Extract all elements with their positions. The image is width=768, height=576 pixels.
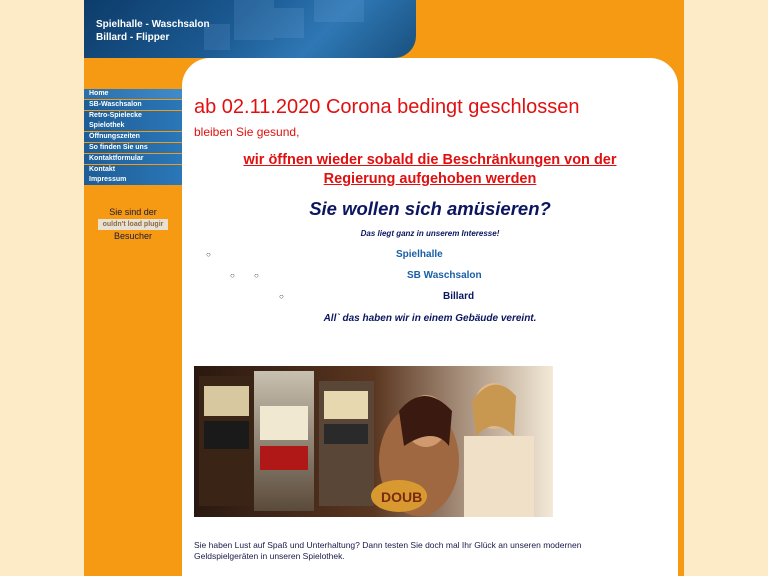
nav-item-impressum[interactable]: Impressum bbox=[84, 175, 182, 185]
greeting-text: bleiben Sie gesund, bbox=[194, 125, 300, 139]
interest-subheading: Das liegt ganz in unserem Interesse! bbox=[360, 229, 500, 238]
nav-item-home[interactable]: Home bbox=[84, 89, 182, 99]
notice-line-1: wir öffnen wieder sobald die Beschränkungen von der bbox=[243, 152, 617, 168]
counter-suffix: Besucher bbox=[113, 231, 153, 241]
list-bullet-icon: ○ bbox=[279, 292, 284, 301]
amuse-heading: Sie wollen sich amüsieren? bbox=[309, 198, 551, 219]
vereint-text: All` das haben wir in einem Gebäude vereint. bbox=[323, 313, 537, 324]
nav-item-so-finden-sie-uns[interactable]: So finden Sie uns bbox=[84, 143, 182, 153]
notice-line-2: Regierung aufgehoben werden bbox=[323, 171, 537, 187]
photo-sign-text: DOUB bbox=[381, 489, 423, 505]
counter-prefix: Sie sind der bbox=[109, 207, 157, 217]
list-bullet-icon: ○ bbox=[230, 271, 235, 280]
nav-item-oeffnungszeiten[interactable]: Öffnungszeiten bbox=[84, 132, 182, 142]
nav-item-kontakt[interactable]: Kontakt bbox=[84, 165, 182, 175]
service-sb-waschsalon: SB Waschsalon bbox=[407, 270, 482, 281]
counter-plugin-placeholder: ouldn't load plugir bbox=[98, 219, 168, 230]
site-title-line-1: Spielhalle - Waschsalon bbox=[96, 19, 210, 30]
nav-item-retro-spielecke[interactable]: Retro-Spielecke bbox=[84, 111, 182, 121]
visitor-counter bbox=[84, 206, 182, 243]
page-headline: ab 02.11.2020 Corona bedingt geschlossen bbox=[194, 96, 580, 118]
service-spielhalle: Spielhalle bbox=[396, 249, 443, 260]
intro-line-1: Sie haben Lust auf Spaß und Unterhaltung? Dann testen Sie doch mal Ihr Glück an unseren modernen bbox=[194, 540, 582, 550]
list-bullet-icon: ○ bbox=[254, 271, 259, 280]
site-title bbox=[96, 18, 210, 44]
sidebar-nav bbox=[84, 89, 182, 186]
header-banner bbox=[84, 0, 416, 58]
service-billard: Billard bbox=[443, 291, 475, 302]
reopening-notice bbox=[182, 151, 678, 189]
site-title-line-2: Billard - Flipper bbox=[96, 32, 170, 43]
nav-item-spielothek[interactable]: Spielothek bbox=[84, 121, 182, 131]
nav-item-sb-waschsalon[interactable]: SB-Waschsalon bbox=[84, 100, 182, 110]
page-frame bbox=[84, 0, 684, 576]
nav-item-kontaktformular[interactable]: Kontaktformular bbox=[84, 154, 182, 164]
list-bullet-icon: ○ bbox=[206, 250, 211, 259]
intro-line-2: Geldspielgeräten in unseren Spielothek. bbox=[194, 551, 345, 561]
intro-paragraph bbox=[194, 540, 654, 562]
casino-photo bbox=[194, 366, 553, 517]
